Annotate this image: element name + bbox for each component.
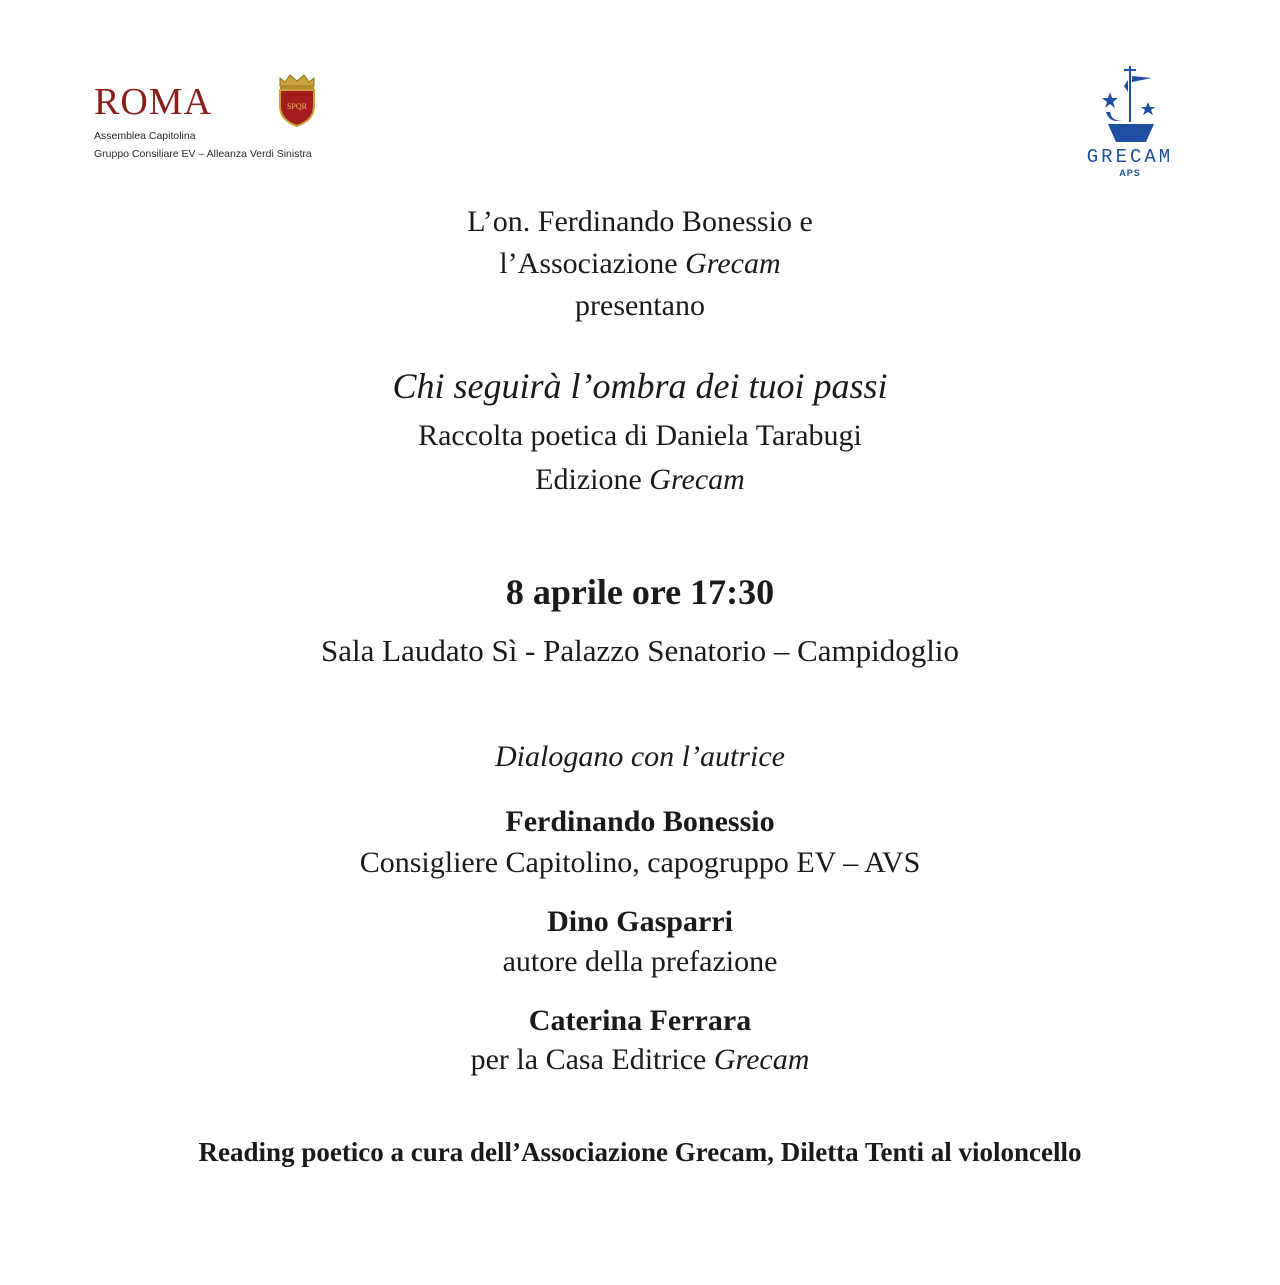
speaker-role [0, 943, 1280, 981]
speaker-role-text: autore della prefazione [502, 945, 778, 978]
speaker-role [0, 844, 1280, 882]
footer-reading-note: Reading poetico a cura dell’Associazione Grecam, Diletta Tenti al violoncello [198, 1137, 1082, 1167]
book-subtitle: Raccolta poetica di Daniela Tarabugi [418, 419, 862, 452]
speaker-role-italic: Grecam [713, 1043, 810, 1076]
speaker-name: Caterina Ferrara [528, 1004, 752, 1037]
roma-coat-of-arms-icon [274, 72, 320, 128]
speaker-role-text: per la Casa Editrice [470, 1043, 714, 1076]
grecam-logo-icon [1066, 62, 1194, 182]
intro-line-1: L’on. Ferdinando Bonessio e [467, 205, 813, 238]
grecam-name: GRECAM [1086, 146, 1174, 168]
intro-line-2-prefix: l’Associazione [499, 247, 686, 280]
book-edition-italic: Grecam [649, 463, 745, 496]
intro-line-2 [0, 245, 1280, 283]
book-edition [0, 461, 1280, 499]
assemblea-capitolina-label: Assemblea Capitolina [94, 130, 196, 142]
dialogue-heading: Dialogano con l’autrice [495, 740, 785, 773]
book-title: Chi seguirà l’ombra dei tuoi passi [392, 366, 888, 406]
grecam-aps: APS [1119, 168, 1141, 178]
gruppo-consiliare-label: Gruppo Consiliare EV – Alleanza Verdi Sinistra [94, 148, 312, 160]
shield-text: SPQR [286, 102, 308, 111]
intro-line-3: presentano [575, 289, 705, 322]
speaker-role [0, 1041, 1280, 1079]
book-edition-prefix: Edizione [535, 463, 650, 496]
event-venue: Sala Laudato Sì - Palazzo Senatorio – Campidoglio [321, 633, 959, 668]
speaker-name: Ferdinando Bonessio [505, 805, 775, 838]
roma-logo-text: ROMA [94, 81, 213, 123]
speaker-name: Dino Gasparri [547, 905, 733, 938]
intro-line-2-italic: Grecam [685, 247, 781, 280]
speaker-role-text: Consigliere Capitolino, capogruppo EV – AVS [359, 846, 921, 879]
event-datetime: 8 aprile ore 17:30 [505, 572, 775, 612]
